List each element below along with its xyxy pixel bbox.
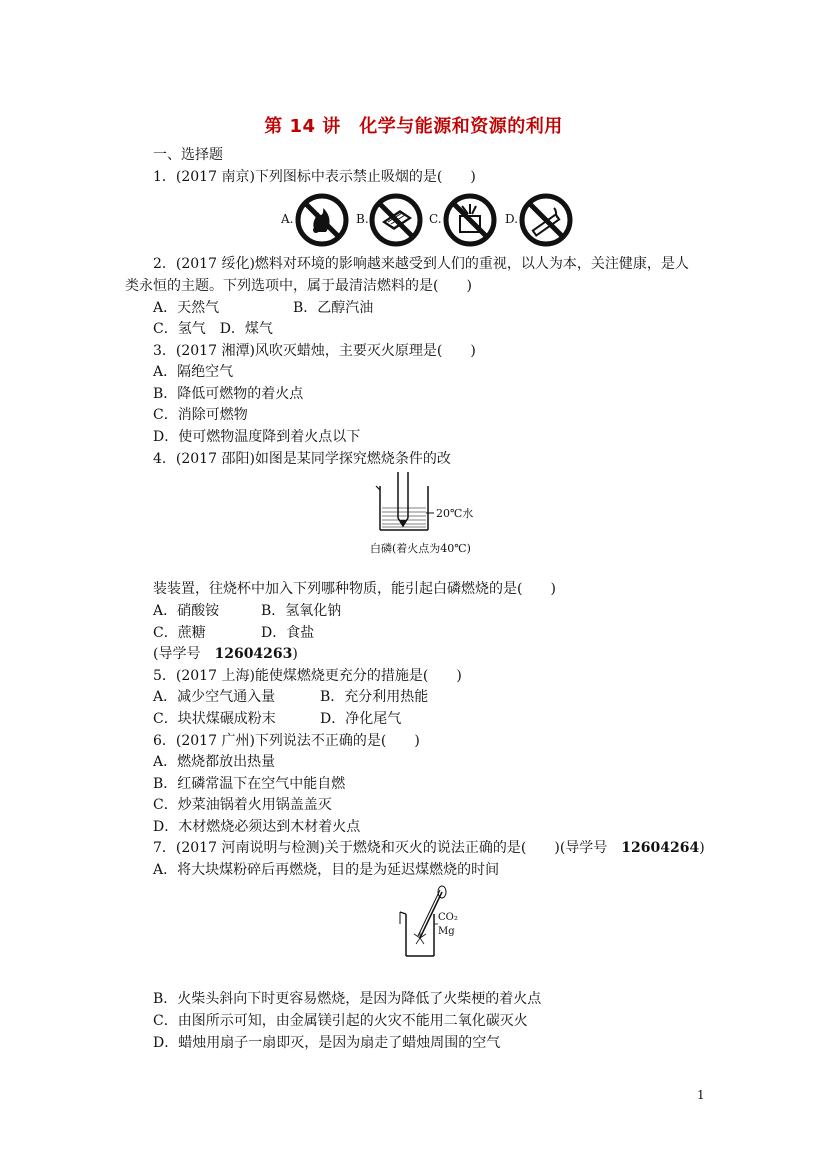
- section-heading: 一、选择题: [153, 147, 223, 163]
- fig-co2-label: CO₂: [438, 912, 458, 923]
- q1-label-d: D.: [505, 212, 519, 226]
- q4-option-a: A．硝酸铵: [153, 603, 220, 619]
- q4-option-d: D．食盐: [261, 625, 315, 641]
- q2-options-cd: C．氢气 D．煤气: [153, 321, 273, 337]
- fig-water-label: 20℃水: [436, 507, 474, 520]
- q6-option-a: A．燃烧都放出热量: [153, 754, 276, 770]
- q4-stem-line2: 装装置，往烧杯中加入下列哪种物质，能引起白磷燃烧的是( ): [153, 581, 556, 597]
- q4-option-b: B．氢氧化钠: [261, 603, 342, 619]
- q7-option-a: A．将大块煤粉碎后再燃烧，目的是为延迟煤燃烧的时间: [153, 862, 500, 878]
- q4-stem-line1: 4．(2017 邵阳)如图是某同学探究燃烧条件的改: [153, 451, 451, 467]
- q4-option-c: C．蔗糖: [153, 625, 206, 641]
- page-title: 第 14 讲 化学与能源和资源的利用: [264, 116, 563, 137]
- q5-stem: 5．(2017 上海)能使煤燃烧更充分的措施是( ): [153, 668, 462, 684]
- page-number: 1: [697, 1088, 705, 1102]
- q7-option-d: D．蜡烛用扇子一扇即灭，是因为扇走了蜡烛周围的空气: [153, 1035, 501, 1051]
- q5-option-b: B．充分利用热能: [320, 689, 429, 705]
- no-smoking-sign-icon: [518, 192, 574, 248]
- no-open-flame-sign-icon: [368, 192, 424, 248]
- beaker-white-phosphorus-figure: [368, 472, 488, 562]
- q4-guide-number: (导学号 12604263): [153, 646, 298, 662]
- q6-option-d: D．木材燃烧必须达到木材着火点: [153, 819, 361, 835]
- q5-option-d: D．净化尾气: [320, 711, 402, 727]
- fig-mg-label: Mg: [438, 926, 455, 937]
- fig-caption: 白磷(着火点为40℃): [370, 542, 471, 555]
- q3-option-b: B．降低可燃物的着火点: [153, 386, 304, 402]
- q2-stem-line1: 2．(2017 绥化)燃料对环境的影响越来越受到人们的重视，以人为本，关注健康，是人: [153, 256, 689, 272]
- q7-stem: 7．(2017 河南说明与检测)关于燃烧和灭火的说法正确的是( )(导学号 12604264): [153, 840, 705, 856]
- q6-option-c: C．炒菜油锅着火用锅盖盖灭: [153, 797, 332, 813]
- q2-stem-line2: 类永恒的主题。下列选项中，属于最清洁燃料的是( ): [125, 278, 472, 294]
- q6-stem: 6．(2017 广州)下列说法不正确的是( ): [153, 733, 420, 749]
- magnesium-co2-figure: [392, 884, 472, 960]
- q1-label-a: A.: [281, 212, 294, 226]
- q5-option-c: C．块状煤碾成粉末: [153, 711, 276, 727]
- q7-option-b: B．火柴头斜向下时更容易燃烧，是因为降低了火柴梗的着火点: [153, 991, 542, 1007]
- no-fireworks-sign-icon: [442, 192, 498, 248]
- q1-stem: 1．(2017 南京)下列图标中表示禁止吸烟的是( ): [153, 169, 476, 185]
- q3-stem: 3．(2017 湘潭)风吹灭蜡烛，主要灭火原理是( ): [153, 343, 476, 359]
- q1-label-c: C.: [429, 212, 442, 226]
- q6-option-b: B．红磷常温下在空气中能自燃: [153, 776, 346, 792]
- q3-option-c: C．消除可燃物: [153, 407, 248, 423]
- q1-label-b: B.: [356, 212, 369, 226]
- q2-option-b: B．乙醇汽油: [293, 300, 374, 316]
- q5-option-a: A．减少空气通入量: [153, 689, 276, 705]
- q2-option-a: A．天然气: [153, 300, 220, 316]
- q3-option-d: D．使可燃物温度降到着火点以下: [153, 429, 361, 445]
- q3-option-a: A．隔绝空气: [153, 364, 234, 380]
- no-fire-sign-icon: [294, 192, 350, 248]
- q7-option-c: C．由图所示可知，由金属镁引起的火灾不能用二氧化碳灭火: [153, 1013, 528, 1029]
